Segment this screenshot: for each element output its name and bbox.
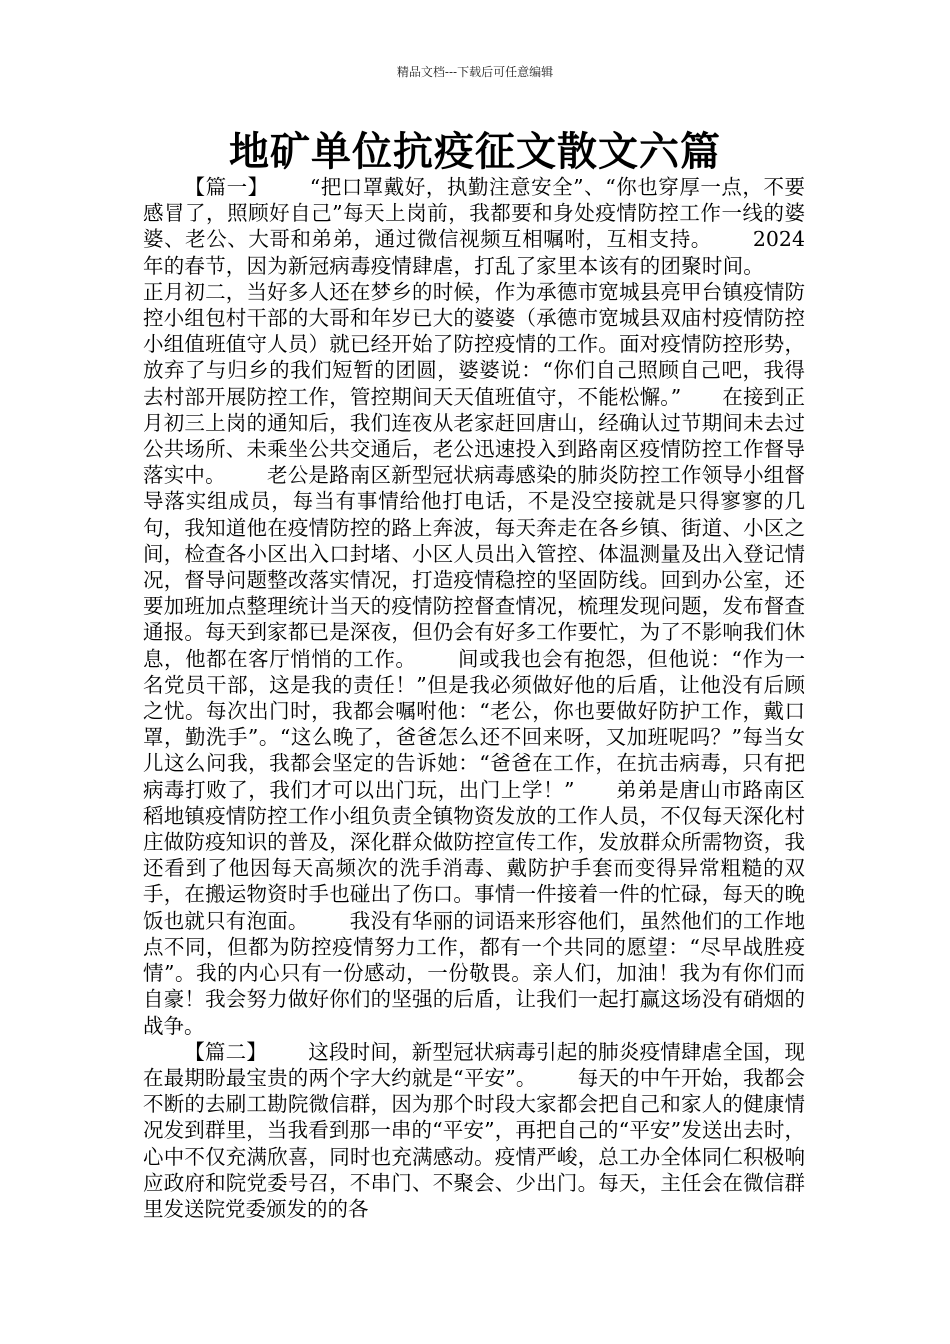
section-1-segment: 在接到正月初三上岗的通知后，我们连夜从老家赶回唐山，经确认过节期间未去过公共场所、未乘坐公共交通后，老公迅速投入到路南区疫情防控工作督导落实中。 — [143, 384, 806, 488]
section-2-segment: 这段时间，新型冠状病毒引起的肺炎疫情肆虐全国，现在最期盼最宝贵的两个字大约就是“平安”。 — [143, 1039, 806, 1090]
section-1-label: 【篇一】 — [184, 175, 269, 199]
section-1-segment: 间或我也会有抱怨，但他说：“作为一名党员干部，这是我的责任！”但是我必须做好他的后盾，让他没有后顾之忧。每次出门时，我都会嘱咐他：“老公，你也要做好防护工作，戴口罩，勤洗手”。“这么晚了，爸爸怎么还不回来呀，又加班呢吗？”每当女儿这么问我，我都会坚定的告诉她：“爸爸在工作，在抗击病毒，只有把病毒打败了，我们才可以出门玩，出门上学！” — [143, 646, 806, 802]
section-2-paragraph — [143, 1039, 805, 1222]
section-2-label: 【篇二】 — [184, 1039, 268, 1064]
section-1-segment: 老公是路南区新型冠状病毒感染的肺炎防控工作领导小组督导落实组成员，每当有事情给他打电话，不是没空接就是只得寥寥的几句，我知道他在疫情防控的路上奔波，每天奔走在各乡镇、街道、小区之间，检查各小区出入口封堵、小区人员出入管控、体温测量及出入登记情况，督导问题整改落实情况，打造疫情稳控的坚固防线。回到办公室，还要加班加点整理统计当天的疫情防控督查情况，梳理发现问题，发布督查通报。每天到家都已是深夜，但仍会有好多工作要忙，为了不影响我们休息，他都在客厅悄悄的工作。 — [143, 463, 806, 671]
section-1-paragraph — [143, 174, 805, 1039]
section-1-segment: “把口罩戴好，执勤注意安全”、“你也穿厚一点，不要感冒了，照顾好自己”每天上岗前，我都要和身处疫情防控工作一线的婆婆、老公、大哥和弟弟，通过微信视频互相嘱咐，互相支持。 — [143, 175, 805, 252]
header-note: 精品文档---下载后可任意编辑 — [396, 65, 554, 79]
section-1-segment: 弟弟是唐山市路南区稻地镇疫情防控工作小组负责全镇物资发放的工作人员，不仅每天深化村庄做防疫知识的普及，深化群众做防控宣传工作，发放群众所需物资，我还看到了他因每天高频次的洗手消毒、戴防护手套而变得异常粗糙的双手，在搬运物资时手也碰出了伤口。事情一件接着一件的忙碌，每天的晚饭也就只有泡面。 — [143, 777, 806, 933]
section-2-segment: 每天的中午开始，我都会不断的去刷工勘院微信群，因为那个时段大家都会把自己和家人的健康情况发到群里，当我看到那一串的“平安”，再把自己的“平安”发送出去时，心中不仅充满欣喜，同时也充满感动。疫情严峻，总工办全体同仁积极响应政府和院党委号召，不串门、不聚会、少出门。每天，主任会在微信群里发送院党委颁发的的各 — [143, 1065, 805, 1221]
section-1-segment: 2024年的春节，因为新冠病毒疫情肆虐，打乱了家里本该有的团聚时间。 — [143, 227, 805, 278]
section-1-segment: 正月初二，当好多人还在梦乡的时候，作为承德市宽城县亮甲台镇疫情防控小组包村干部的大哥和年岁已大的婆婆（承德市宽城县双庙村疫情防控小组值班值守人员）就已经开始了防控疫情的工作。面对疫情防控形势，放弃了与归乡的我们短暂的团圆，婆婆说：“你们自己照顾自己吧，我得去村部开展防控工作，管控期间天天值班值守，不能松懈。” — [143, 279, 805, 409]
section-1-segment: 我没有华丽的词语来形容他们，虽然他们的工作地点不同，但都为防控疫情努力工作，都有一个共同的愿望：“尽早战胜疫情”。我的内心只有一份感动，一份敬畏。亲人们，加油！我为有你们而自豪！我会努力做好你们的坚强的后盾，让我们一起打赢这场没有硝烟的战争。 — [143, 908, 806, 1038]
article-body — [143, 174, 805, 1222]
page-title: 地矿单位抗疫征文散文六篇 — [229, 129, 721, 175]
